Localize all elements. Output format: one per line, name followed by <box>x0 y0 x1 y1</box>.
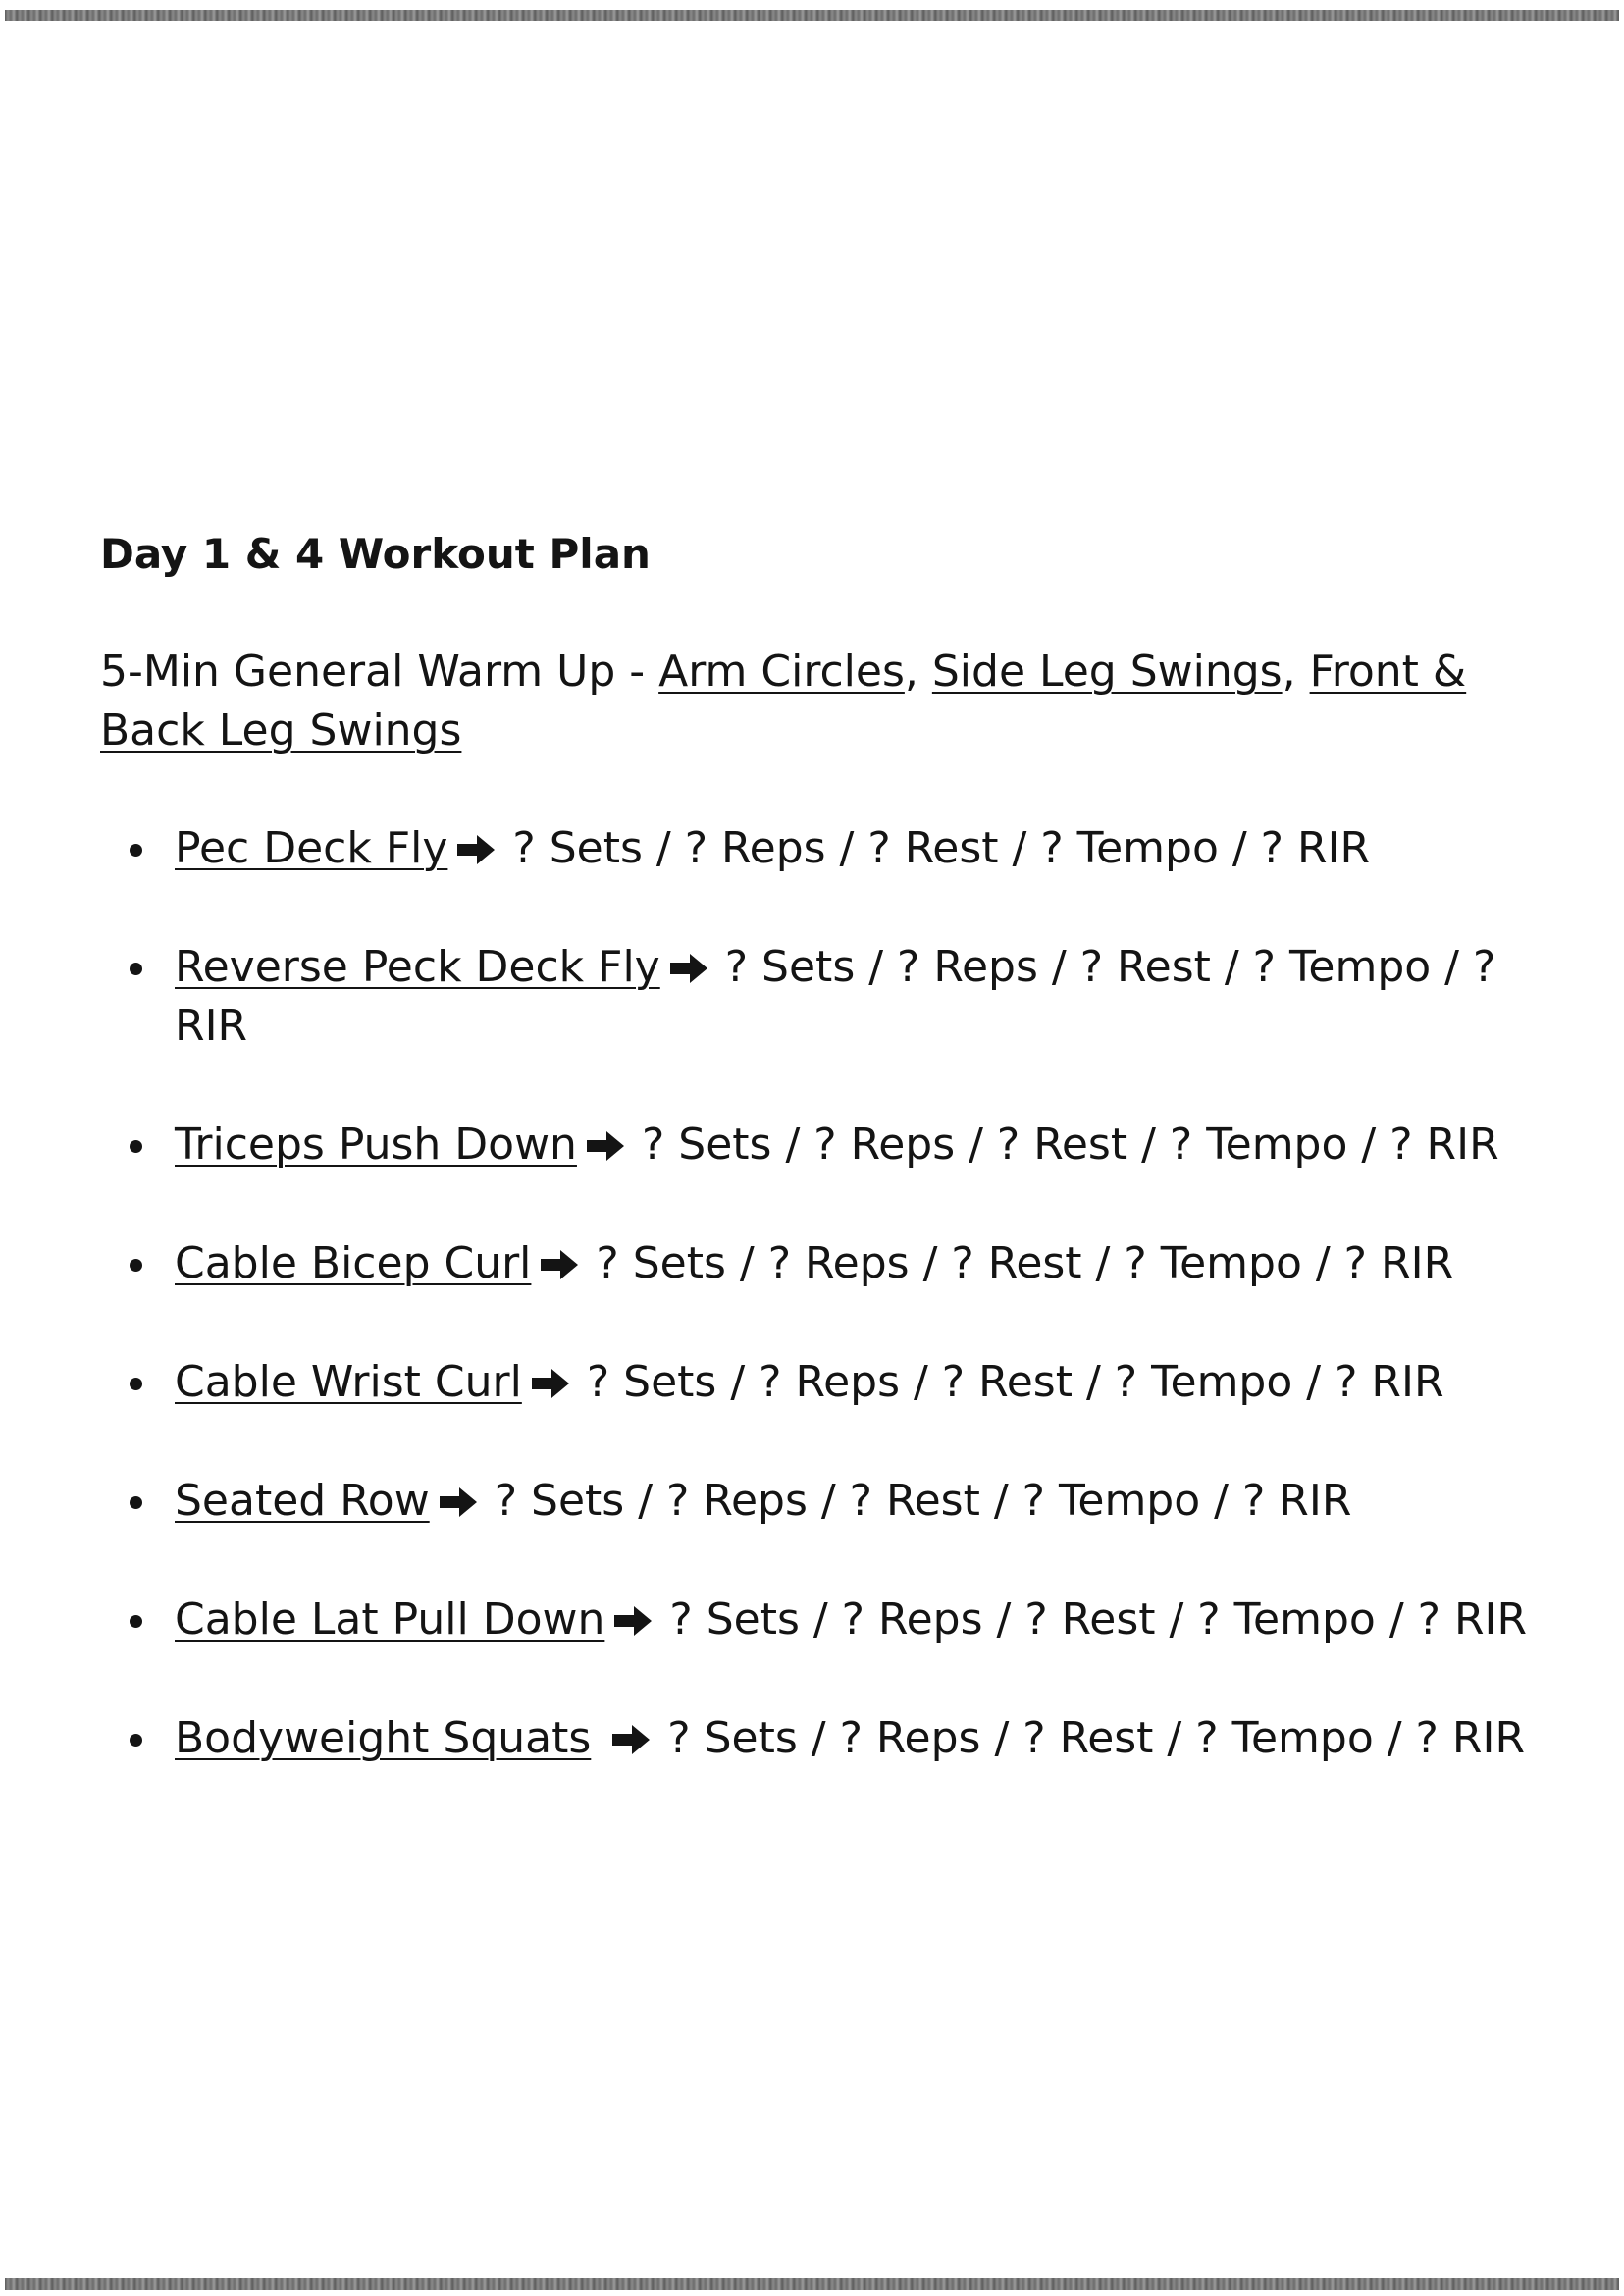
warmup-separator: , <box>1282 647 1310 697</box>
workout-plan <box>100 525 1543 1828</box>
exercise-item <box>100 1472 1543 1531</box>
bullet-icon <box>130 1140 142 1153</box>
exercise-details: ? Sets / ? Reps / ? Rest / ? Tempo / ? RIR <box>582 1238 1454 1288</box>
exercise-item <box>100 1591 1543 1649</box>
exercise-link-bodyweight-squats[interactable]: Bodyweight Squats <box>175 1713 592 1763</box>
exercise-item <box>100 938 1543 1056</box>
exercise-details: ? Sets / ? Reps / ? Rest / ? Tempo / ? RIR <box>175 942 1496 1051</box>
exercise-link-cable-lat-pull-down[interactable]: Cable Lat Pull Down <box>175 1594 605 1644</box>
right-arrow-icon <box>532 1369 569 1398</box>
warmup-link-side-leg-swings[interactable]: Side Leg Swings <box>931 647 1283 697</box>
warmup-link-arm-circles[interactable]: Arm Circles <box>658 647 905 697</box>
bullet-icon <box>130 1259 142 1272</box>
exercise-link-triceps-push-down[interactable]: Triceps Push Down <box>175 1120 577 1170</box>
right-arrow-icon <box>587 1131 624 1161</box>
exercise-details: ? Sets / ? Reps / ? Rest / ? Tempo / ? RIR <box>655 1594 1528 1644</box>
exercise-details: ? Sets / ? Reps / ? Rest / ? Tempo / ? RIR <box>654 1713 1526 1763</box>
exercise-details: ? Sets / ? Reps / ? Rest / ? Tempo / ? RIR <box>572 1357 1444 1407</box>
exercise-link-seated-row[interactable]: Seated Row <box>175 1476 430 1526</box>
right-arrow-icon <box>612 1725 650 1754</box>
warmup-separator: , <box>904 647 932 697</box>
bullet-icon <box>130 1378 142 1390</box>
exercise-details: ? Sets / ? Reps / ? Rest / ? Tempo / ? RIR <box>498 823 1371 873</box>
bullet-icon <box>130 1734 142 1747</box>
exercise-item <box>100 1709 1543 1768</box>
exercise-link-pec-deck-fly[interactable]: Pec Deck Fly <box>175 823 448 873</box>
exercise-item <box>100 1234 1543 1293</box>
exercise-details: ? Sets / ? Reps / ? Rest / ? Tempo / ? RIR <box>627 1120 1499 1170</box>
right-arrow-icon <box>614 1606 652 1636</box>
exercise-item <box>100 819 1543 878</box>
exercise-link-cable-bicep-curl[interactable]: Cable Bicep Curl <box>175 1238 532 1288</box>
page-title: Day 1 & 4 Workout Plan <box>100 530 651 578</box>
exercise-link-cable-wrist-curl[interactable]: Cable Wrist Curl <box>175 1357 522 1407</box>
top-border <box>5 10 1619 21</box>
bullet-icon <box>130 963 142 975</box>
warmup-link-front-back-leg-swings[interactable]: Front & Back Leg Swings <box>100 647 1467 756</box>
exercise-link-reverse-peck-deck-fly[interactable]: Reverse Peck Deck Fly <box>175 942 660 992</box>
bottom-border <box>5 2278 1619 2290</box>
warmup-prefix: 5-Min General Warm Up - <box>100 647 659 697</box>
bullet-icon <box>130 844 142 857</box>
bullet-icon <box>130 1496 142 1509</box>
warmup-line <box>100 643 1543 760</box>
right-arrow-icon <box>541 1250 578 1279</box>
exercise-item <box>100 1353 1543 1412</box>
right-arrow-icon <box>457 835 495 864</box>
right-arrow-icon <box>440 1487 477 1517</box>
exercise-details: ? Sets / ? Reps / ? Rest / ? Tempo / ? RIR <box>480 1476 1352 1526</box>
bullet-icon <box>130 1615 142 1628</box>
exercise-item <box>100 1116 1543 1174</box>
right-arrow-icon <box>670 954 707 983</box>
exercise-list <box>100 819 1543 1768</box>
